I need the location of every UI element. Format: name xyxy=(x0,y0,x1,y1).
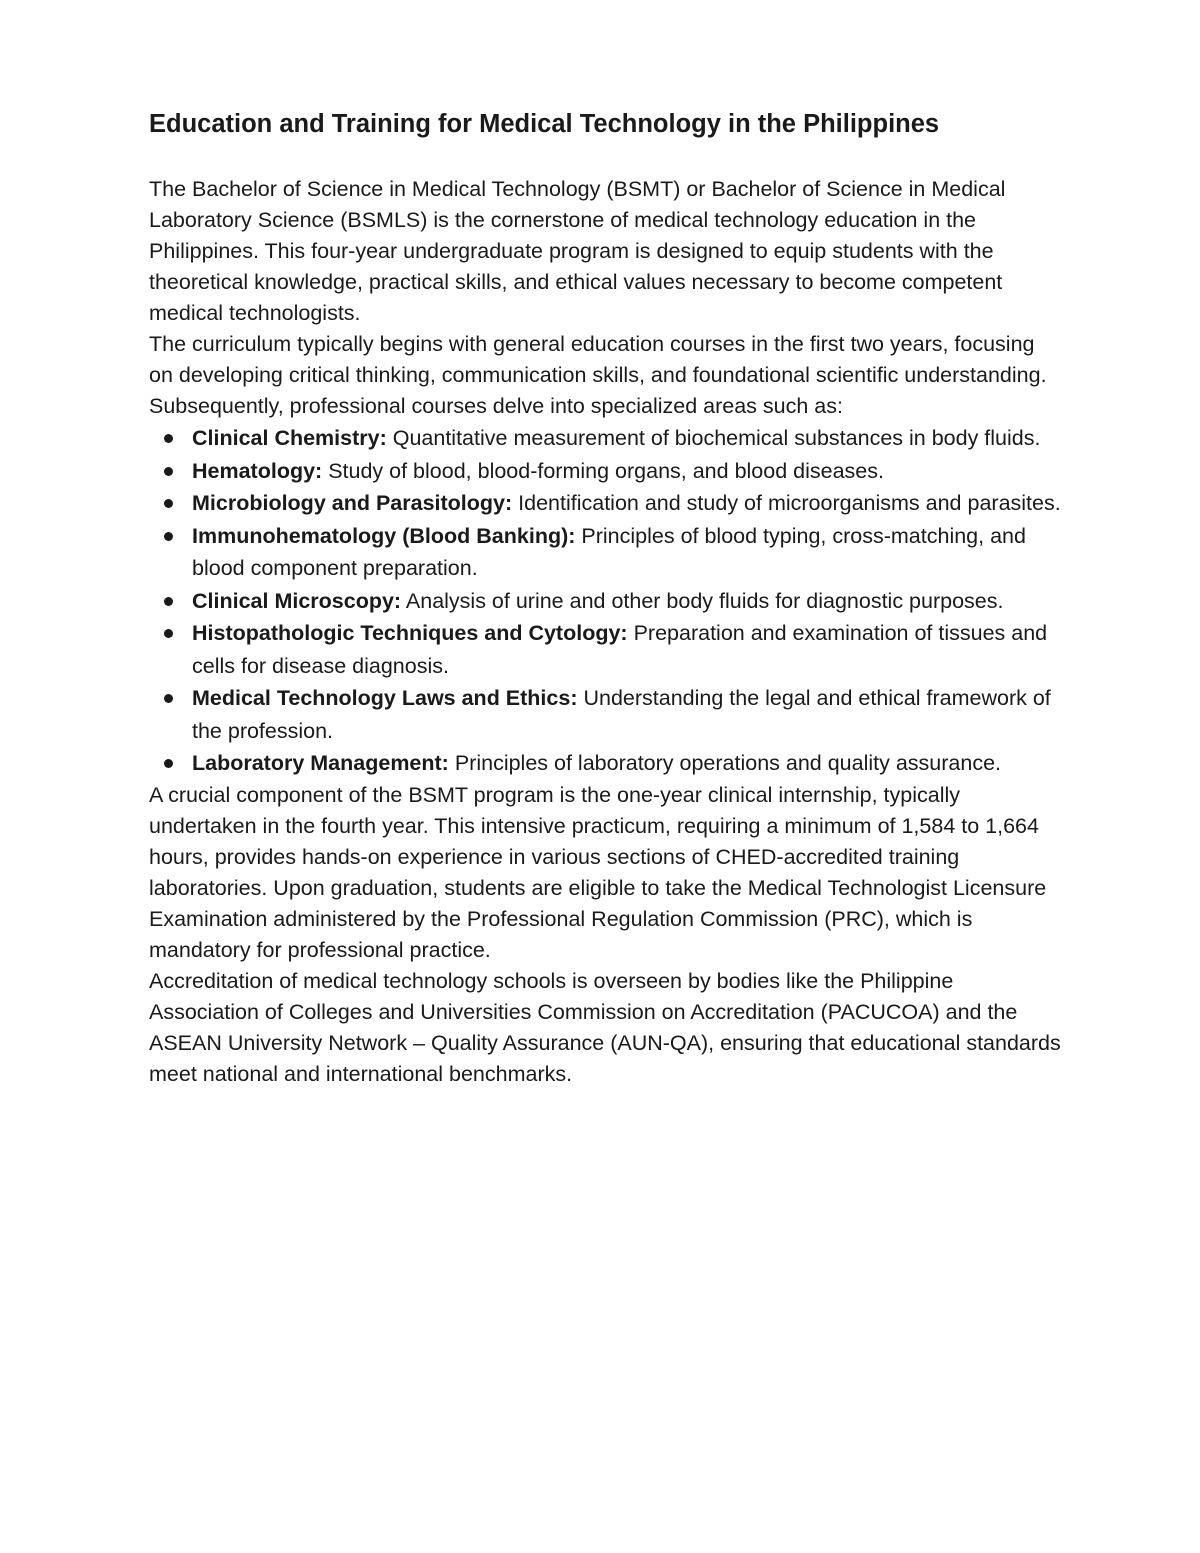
list-item xyxy=(149,422,1064,455)
bullet-icon xyxy=(164,532,173,541)
area-term: Medical Technology Laws and Ethics: xyxy=(192,686,578,710)
internship-paragraph: A crucial component of the BSMT program is the one-year clinical internship, typically undertaken in the fourth year. This intensive practicum, requiring a minimum of 1,584 to 1,664 hours, provides hands-on experience in various sections of CHED-accredited training laboratories. Upon graduation, students are eligible to take the Medical Technologist Licensure Examination administered by the Professional Regulation Commission (PRC), which is mandatory for professional practice. xyxy=(149,782,1047,962)
intro-paragraph: The Bachelor of Science in Medical Technology (BSMT) or Bachelor of Science in Medical Laboratory Science (BSMLS) is the cornerstone of medical technology education in the Philippines. This four-year undergraduate program is designed to equip students with the theoretical knowledge, practical skills, and ethical values necessary to become competent medical technologists. xyxy=(149,177,1006,325)
area-term: Immunohematology (Blood Banking): xyxy=(192,523,576,548)
area-description: Study of blood, blood-forming organs, and blood diseases. xyxy=(328,458,884,483)
area-term: Laboratory Management: xyxy=(192,751,449,775)
area-description: Quantitative measurement of biochemical substances in body fluids. xyxy=(392,426,1041,450)
area-term: Clinical Microscopy: xyxy=(192,588,402,613)
bullet-icon xyxy=(164,499,173,508)
area-term: Hematology: xyxy=(192,458,323,483)
area-description: Principles of laboratory operations and quality assurance. xyxy=(454,751,1002,775)
list-item xyxy=(149,455,1064,488)
area-description: Preparation and examination of tissues and cells for disease diagnosis. xyxy=(192,621,1048,678)
list-item xyxy=(149,682,1064,747)
list-item xyxy=(149,747,1064,780)
accreditation-paragraph: Accreditation of medical technology schools is overseen by bodies like the Philippine Association of Colleges and Universities Commission on Accreditation (PACUCOA) and the ASEAN University Network – Quality Assurance (AUN-QA), ensuring that educational standards meet national and international benchmarks. xyxy=(149,968,1061,1086)
bullet-icon xyxy=(164,597,173,606)
area-term: Microbiology and Parasitology: xyxy=(192,491,513,515)
area-description: Analysis of urine and other body fluids for diagnostic purposes. xyxy=(405,588,1004,613)
specialized-areas-list xyxy=(149,422,1064,780)
bullet-icon xyxy=(164,467,173,476)
bullet-icon xyxy=(164,434,173,443)
list-item xyxy=(149,617,1064,682)
bullet-icon xyxy=(164,694,173,703)
document-body xyxy=(149,104,1064,1090)
list-item xyxy=(149,585,1064,618)
area-term: Histopathologic Techniques and Cytology: xyxy=(192,621,628,645)
area-description: Principles of blood typing, cross-matching, and blood component preparation. xyxy=(192,523,1026,580)
bullet-icon xyxy=(164,629,173,638)
list-item xyxy=(149,487,1064,520)
list-item xyxy=(149,520,1064,585)
document-title: Education and Training for Medical Technology in the Philippines xyxy=(149,110,940,138)
curriculum-paragraph: The curriculum typically begins with general education courses in the first two years, focusing on developing critical thinking, communication skills, and foundational scientific understanding. Subsequently, professional courses delve into specialized areas such as: xyxy=(149,332,1047,418)
area-description: Identification and study of microorganisms and parasites. xyxy=(518,491,1061,515)
bullet-icon xyxy=(164,759,173,768)
area-term: Clinical Chemistry: xyxy=(192,426,387,450)
area-description: Understanding the legal and ethical framework of the profession. xyxy=(192,686,1051,743)
